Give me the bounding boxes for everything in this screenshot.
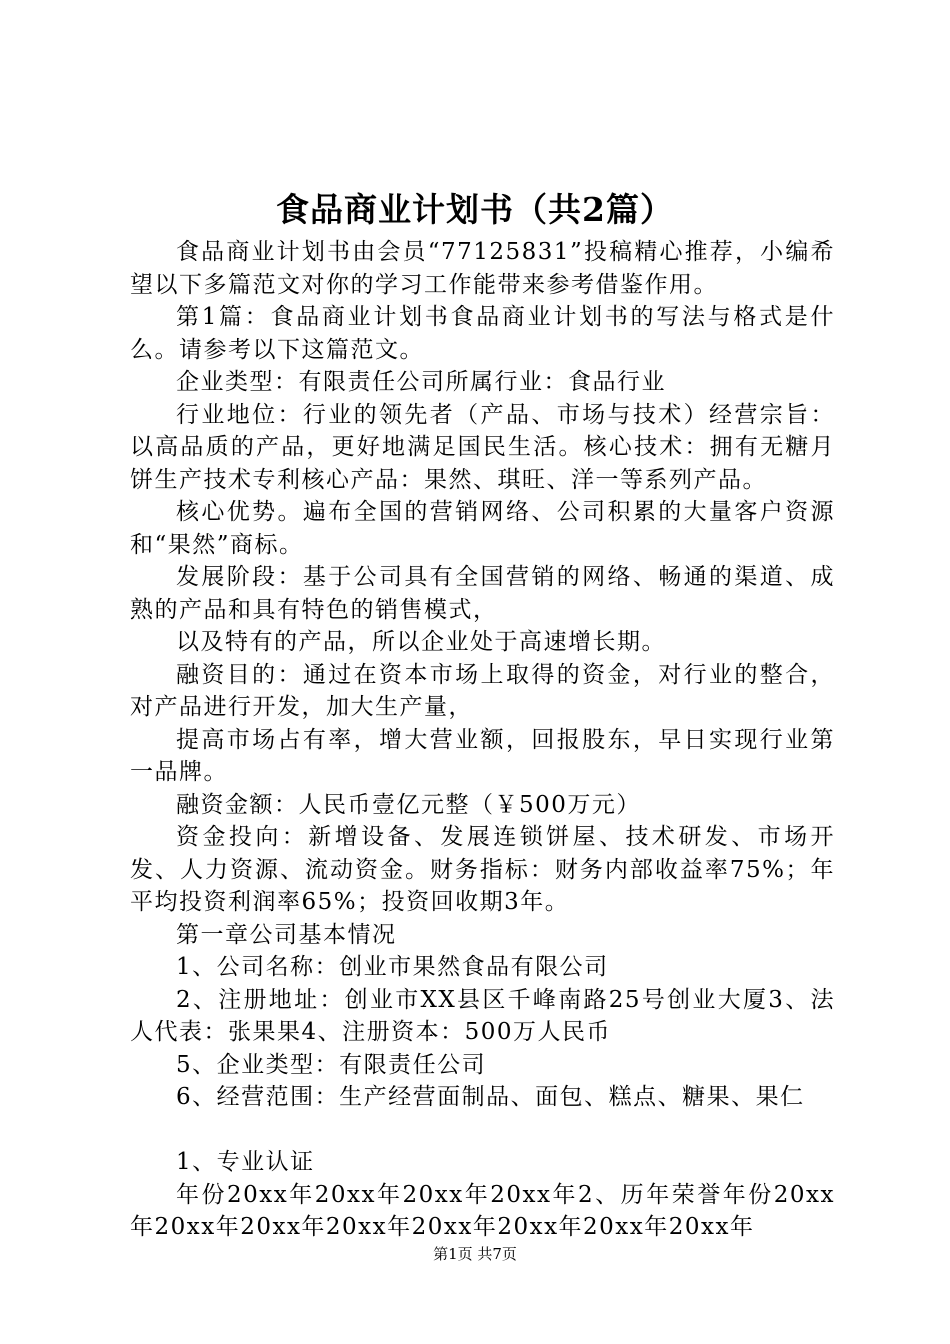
paragraph-years-honors: 年份20xx年20xx年20xx年20xx年2、历年荣誉年份20xx年20xx年20xx年20xx年20xx年20xx年20xx年20xx年 bbox=[130, 1181, 835, 1240]
paragraph-certification: 1、专业认证 bbox=[176, 1149, 315, 1175]
paragraph-growth-period: 以及特有的产品，所以企业处于高速增长期。 bbox=[176, 629, 666, 655]
paragraph-fund-allocation: 资金投向：新增设备、发展连锁饼屋、技术研发、市场开发、人力资源、流动资金。财务指标：财务内部收益率75%；年平均投资利润率65%；投资回收期3年。 bbox=[130, 824, 835, 915]
paragraph-company-type: 5、企业类型：有限责任公司 bbox=[176, 1051, 487, 1078]
paragraph-chapter-heading: 第一章公司基本情况 bbox=[176, 921, 397, 948]
paragraph-development-stage: 发展阶段：基于公司具有全国营销的网络、畅通的渠道、成熟的产品和具有特色的销售模式， bbox=[130, 564, 835, 623]
paragraph-market-share: 提高市场占有率，增大营业额，回报股东，早日实现行业第一品牌。 bbox=[130, 726, 835, 785]
paragraph-financing-amount: 融资金额：人民币壹亿元整（￥500万元） bbox=[176, 791, 641, 818]
paragraph-industry-position: 行业地位：行业的领先者（产品、市场与技术）经营宗旨：以高品质的产品，更好地满足国民生活。核心技术：拥有无糖月饼生产技术专利核心产品：果然、琪旺、洋一等系列产品。 bbox=[130, 401, 835, 493]
document-title: 食品商业计划书（共2篇） bbox=[276, 190, 674, 229]
paragraph-intro: 食品商业计划书由会员“77125831”投稿精心推荐，小编希望以下多篇范文对你的学习工作能带来参考借鉴作用。 bbox=[130, 239, 835, 298]
paragraph-spacer bbox=[130, 1114, 835, 1147]
paragraph-enterprise-type: 企业类型：有限责任公司所属行业：食品行业 bbox=[176, 369, 666, 395]
paragraph-registered-address: 2、注册地址：创业市XX县区千峰南路25号创业大厦3、法人代表：张果果4、注册资本：500万人民币 bbox=[130, 986, 836, 1045]
paragraph-business-scope: 6、经营范围：生产经营面制品、面包、糕点、糖果、果仁 bbox=[176, 1084, 805, 1110]
document-body bbox=[130, 236, 835, 1244]
paragraph-financing-purpose: 融资目的：通过在资本市场上取得的资金，对行业的整合，对产品进行开发，加大生产量， bbox=[130, 661, 835, 720]
paragraph-company-name: 1、公司名称：创业市果然食品有限公司 bbox=[176, 954, 609, 980]
paragraph-core-advantage: 核心优势。遍布全国的营销网络、公司积累的大量客户资源和“果然”商标。 bbox=[130, 499, 835, 558]
paragraph-article-1: 第1篇：食品商业计划书食品商业计划书的写法与格式是什么。请参考以下这篇范文。 bbox=[130, 304, 835, 363]
page-footer: 第1页 共7页 bbox=[433, 1245, 517, 1263]
